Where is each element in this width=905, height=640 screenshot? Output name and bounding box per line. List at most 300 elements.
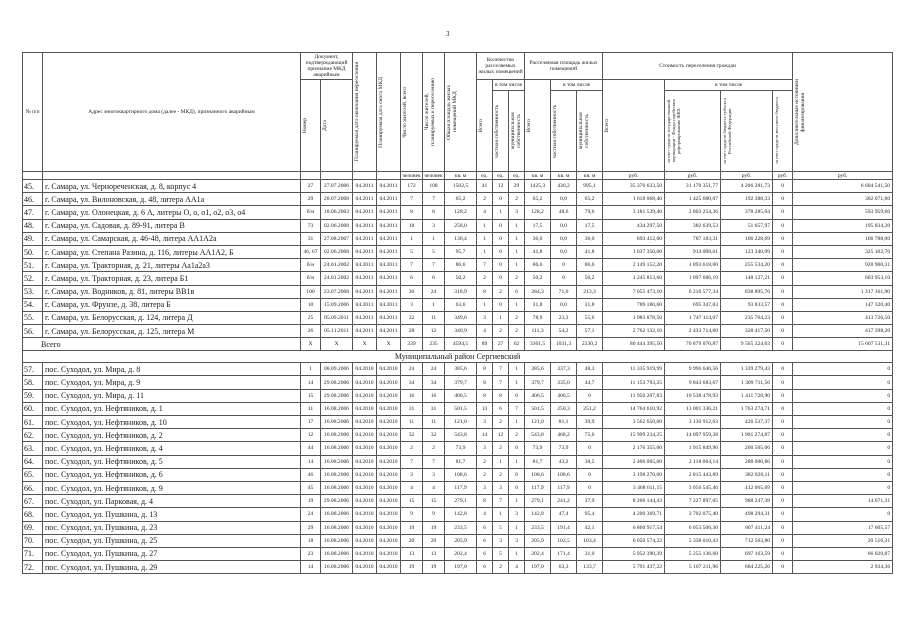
row-cell: 24.01.2002 [321,259,353,272]
row-cell: 7 [423,259,445,272]
header-address: Адрес многоквартирного дома (далее - МКД), признанного аварийным [43,53,301,172]
row-cell: 9 843 683,67 [665,376,721,389]
row-cell: 385,6 [525,363,551,376]
row-cell: 379,7 [525,376,551,389]
row-cell: 378 285,04 [721,206,773,219]
unit-cell [321,172,353,180]
row-cell: 684 225,26 [721,561,773,574]
row-cell: 0 [773,298,793,311]
row-cell: 50,2 [445,272,477,285]
row-cell: 501,5 [525,402,551,415]
row-cell: 4 [509,561,525,574]
row-cell: 205,9 [525,534,551,547]
row-cell: 4 [401,481,423,494]
table-row [23,325,893,338]
unit-cell: руб. [721,172,773,180]
row-cell: 1 [509,416,525,429]
row-cell: 2 118 064,14 [665,455,721,468]
row-cell: 0 [773,180,793,193]
row-cell: 5 [423,245,445,258]
row-number: 66. [23,481,43,494]
row-cell: 1 [493,206,509,219]
row-cell: 1 763 274,71 [721,402,773,415]
total-cell: 89 [477,338,493,351]
row-cell: 1 983 878,50 [603,311,665,324]
row-cell: 3 181 539,40 [603,206,665,219]
total-cell: X [353,338,377,351]
total-cell: 15 607 511,31 [793,338,893,351]
row-cell: 2 [493,285,509,298]
row-cell: 0 [793,376,893,389]
row-cell: 328 417,50 [721,325,773,338]
row-cell: 29.08.2006 [321,495,353,508]
table-row [23,193,893,206]
row-cell: 0 [793,416,893,429]
table-row [23,442,893,455]
row-cell: 2 815 443,89 [665,468,721,481]
row-cell: 26 [301,325,321,338]
row-cell: 04.2010 [353,363,377,376]
row-cell: 6 [477,547,493,560]
row-cell: 04.2011 [353,232,377,245]
row-cell: 5 791 437,22 [603,561,665,574]
row-cell: 13 [401,547,423,560]
row-cell: 02.06.2008 [321,245,353,258]
row-cell: 406,5 [525,389,551,402]
row-cell: 6 [509,285,525,298]
row-cell: 0 [793,429,893,442]
row-cell: 0,0 [551,298,577,311]
row-cell: 0 [773,508,793,521]
row-cell: 197,0 [525,561,551,574]
row-cell: 04.2011 [377,232,401,245]
row-cell: 73,9 [551,442,577,455]
header-extra-sources: Дополнительные источники финансирования [793,53,893,172]
row-cell: 27.07.2006 [321,180,353,193]
row-cell: 31 [423,402,445,415]
row-cell: 0 [577,389,603,402]
row-cell: б/н [301,206,321,219]
row-number: 55. [23,311,43,324]
row-address: г. Самара, ул. Тракторная, д. 21, литеры Аа1а2а3 [43,259,301,272]
district-heading-row [23,351,893,363]
row-cell: 0,0 [551,232,577,245]
unit-cell: ед. [509,172,525,180]
row-cell: 15.09.2006 [321,298,353,311]
table-row [23,206,893,219]
row-cell: 1 [509,363,525,376]
row-cell: 04.2010 [377,508,401,521]
total-cell: X [301,338,321,351]
unit-cell: руб. [773,172,793,180]
row-cell: 16 [423,389,445,402]
row-cell: 25 [301,311,321,324]
row-cell: 0 [773,561,793,574]
row-number: 53. [23,285,43,298]
row-cell: 205,9 [445,534,477,547]
row-cell: 19 [401,521,423,534]
row-cell: 0 [773,429,793,442]
row-cell: 417 398,20 [793,325,893,338]
row-address: пос. Суходол, ул. Парковая, д. 4 [43,495,301,508]
row-cell: 0 [773,402,793,415]
row-cell: 39,9 [577,416,603,429]
row-cell: 0 [493,193,509,206]
row-number: 58. [23,376,43,389]
row-address: г. Самара, ул. Вилоновская, д. 48, литера АА1а [43,193,301,206]
row-address: пос. Суходол, ул. Пушкина, д. 29 [43,561,301,574]
row-cell: 0 [509,468,525,481]
row-cell: 988 247,38 [721,495,773,508]
row-cell: 18 [301,534,321,547]
row-cell: 0 [773,206,793,219]
row-cell: 241,2 [551,495,577,508]
row-cell: 108 [423,180,445,193]
row-cell: 1 [509,376,525,389]
row-number: 57. [23,363,43,376]
row-cell: 3 [509,206,525,219]
row-cell: 117,9 [551,481,577,494]
row-address: г. Самара, ул. Белорусская, д. 124, литера Д [43,311,301,324]
row-cell: 2 [509,311,525,324]
row-cell: 1 425 680,07 [665,193,721,206]
unit-cell: кв. м [525,172,551,180]
row-cell: 04.2010 [377,481,401,494]
header-qty-incl: в том числе [493,80,525,91]
row-cell: 04.2010 [353,376,377,389]
total-cell: 339 [401,338,423,351]
row-address: пос. Суходол, ул. Нефтяников, д. 4 [43,442,301,455]
row-cell: 65,2 [525,193,551,206]
table-row [23,363,893,376]
row-cell: 29 [301,193,321,206]
row-cell: 3 198 270,00 [603,468,665,481]
row-cell: 32 [423,429,445,442]
row-cell: 7 [401,259,423,272]
row-cell: 807 411,24 [721,521,773,534]
row-cell: 16.08.2006 [321,468,353,481]
table-body [23,172,893,574]
row-cell: 0 [773,442,793,455]
row-cell: 0 [773,547,793,560]
row-cell: 15 [423,495,445,508]
row-cell: 4 [477,508,493,521]
row-cell: 789 180,60 [603,298,665,311]
row-cell: 8 [477,376,493,389]
row-cell: 1 245 813,60 [603,272,665,285]
row-cell: 10 538 478,93 [665,389,721,402]
row-cell: 2 934,36 [793,561,893,574]
row-cell: 128,2 [445,206,477,219]
row-cell: 3 [477,481,493,494]
row-cell: 235 764,23 [721,311,773,324]
row-number: 63. [23,442,43,455]
row-cell: 16.08.2006 [321,561,353,574]
row-cell: 24 [423,363,445,376]
row-cell: 16.08.2006 [321,547,353,560]
row-cell: 43,2 [551,455,577,468]
row-cell: 41 [477,180,493,193]
row-cell: 2 762 132,10 [603,325,665,338]
row-cell: 4 [423,481,445,494]
row-cell: 35 376 633,50 [603,180,665,193]
row-cell: 121,0 [525,416,551,429]
row-cell: 0 [493,298,509,311]
row-cell: 04.2010 [377,416,401,429]
row-cell: 172 [401,180,423,193]
row-cell: 1 [477,245,493,258]
table-row [23,389,893,402]
row-cell: 3 [423,468,445,481]
row-cell: 04.2011 [353,325,377,338]
row-number: 54. [23,298,43,311]
total-cell: 0 [773,338,793,351]
row-cell: 81,1 [551,416,577,429]
unit-cell: ед. [493,172,509,180]
unit-cell [23,172,43,180]
table-row [23,376,893,389]
header-area-municipal: муниципальная собственность [577,91,603,172]
row-cell: 4 [477,206,493,219]
header-residents-planned: Число жителей, планируемых к переселению [423,53,445,172]
row-cell: 2 [477,272,493,285]
row-number: 60. [23,402,43,415]
row-cell: 1 915 849,96 [665,442,721,455]
row-cell: 260 505,06 [721,442,773,455]
row-cell: 136,4 [445,232,477,245]
row-cell: 04.2010 [353,429,377,442]
row-cell: 28.07.2008 [321,193,353,206]
row-cell: 0 [773,481,793,494]
row-cell: 14 671,31 [793,495,893,508]
row-cell: 2 [477,193,493,206]
total-cell: 62 [509,338,525,351]
row-cell: 08.09.2006 [321,363,353,376]
row-cell: 6 [477,534,493,547]
row-number: 45. [23,180,43,193]
row-cell: 16 [401,389,423,402]
table-row [23,547,893,560]
row-cell: 02.06.2008 [321,219,353,232]
row-address: пос. Суходол, ул. Нефтяников, д. 1 [43,402,301,415]
row-cell: 251,2 [577,402,603,415]
row-number: 49. [23,232,43,245]
row-cell: 1425,3 [525,180,551,193]
row-address: г. Самара, ул. Водников, д. 81, литеры ВВ1в [43,285,301,298]
row-cell: 7 055 473,10 [603,285,665,298]
row-cell: 24 [423,285,445,298]
row-cell: 14 [477,429,493,442]
header-cost-subject: за счет средств бюджета субъекта Российской Федерации [721,91,773,172]
row-cell: 0 [793,442,893,455]
total-cell: 2330,2 [577,338,603,351]
row-cell: 04.2011 [353,285,377,298]
row-cell: 0,0 [551,193,577,206]
row-address: пос. Суходол, ул. Пушкина, д. 27 [43,547,301,560]
row-cell: 3 [509,508,525,521]
row-cell: 0 [551,259,577,272]
row-cell: 81,7 [445,455,477,468]
header-cost-fund: за счет средств государственной корпорации - Фонда содействия реформированию ЖКХ [665,91,721,172]
row-cell: 11 335 919,99 [603,363,665,376]
table-row [23,455,893,468]
row-cell: 16.08.2006 [321,416,353,429]
row-number: 70. [23,534,43,547]
row-number: 61. [23,416,43,429]
row-cell: 102,5 [551,534,577,547]
row-cell: 1 [509,521,525,534]
row-cell: 04.2010 [353,442,377,455]
row-cell: 31,0 [577,547,603,560]
row-cell: 3 [401,468,423,481]
row-cell: 2 [401,442,423,455]
row-cell: 04.2010 [353,508,377,521]
row-cell: 14 [301,561,321,574]
row-cell: 7 [401,193,423,206]
row-cell: 1 [509,547,525,560]
row-cell: 04.2010 [353,534,377,547]
row-cell: 04.2011 [353,206,377,219]
row-cell: 14 764 610,92 [603,402,665,415]
row-cell: 385,6 [445,363,477,376]
row-cell: 430,2 [551,180,577,193]
row-cell: 0 [793,363,893,376]
table-row [23,272,893,285]
row-cell: 48,6 [551,206,577,219]
row-cell: 1 [509,219,525,232]
row-cell: 50,2 [577,272,603,285]
row-cell: 16.08.2006 [321,481,353,494]
row-cell: 928 900,31 [793,259,893,272]
total-row [23,338,893,351]
row-cell: 995,1 [577,180,603,193]
row-cell: 2 149 152,20 [603,259,665,272]
row-address: г. Самара, ул. Олонецкая, д. 6 А, литеры О, о, о1, о2, о3, о4 [43,206,301,219]
row-cell: 279,1 [525,495,551,508]
table-row [23,402,893,415]
row-cell: 1 [493,508,509,521]
row-cell: 23.07.2008 [321,285,353,298]
row-cell: 0 [773,363,793,376]
row-cell: 7 [423,455,445,468]
header-doc-date: Дата [321,80,353,172]
row-cell: 117,9 [445,481,477,494]
row-cell: 34 [423,376,445,389]
row-cell: 0 [773,232,793,245]
row-address: г. Самара, ул. Садовая, д. 89-91, литера В [43,219,301,232]
row-cell: 04.2011 [353,245,377,258]
row-cell: 233,5 [445,521,477,534]
total-cell: 235 [423,338,445,351]
row-cell: 04.2010 [377,521,401,534]
table-row [23,481,893,494]
row-cell: 1 [509,495,525,508]
row-cell: 5 [493,547,509,560]
row-cell: 284,3 [525,285,551,298]
row-cell: 44,7 [577,376,603,389]
row-cell: 5 338 010,43 [665,534,721,547]
row-cell: 2 [423,442,445,455]
total-cell: 70 879 070,87 [665,338,721,351]
row-cell: 1 893 618,00 [665,259,721,272]
table-row [23,561,893,574]
row-cell: 9 [401,508,423,521]
row-cell: 1 [423,298,445,311]
row-cell: 78,9 [525,311,551,324]
row-cell: 18 [401,219,423,232]
row-cell: 142,8 [525,508,551,521]
row-cell: 893 412,00 [603,232,665,245]
unit-cell [377,172,401,180]
row-cell: 0 [773,311,793,324]
row-cell: 3 [401,298,423,311]
table-row [23,219,893,232]
row-cell: 04.2011 [377,245,401,258]
header-doc-number: Номер [301,80,321,172]
total-cell: X [377,338,401,351]
row-cell: 133,7 [577,561,603,574]
row-cell: 255 534,20 [721,259,773,272]
row-cell: 04.2010 [377,547,401,560]
table-row [23,468,893,481]
unit-cell [301,172,321,180]
row-cell: 6 [477,521,493,534]
unit-cell [43,172,301,180]
row-cell: 12 [493,180,509,193]
row-cell: 3 136 912,63 [665,416,721,429]
row-cell: 1 037 350,00 [603,245,665,258]
row-cell: 712 563,80 [721,534,773,547]
row-address: г. Самара, ул. Чернореченская, д. 8, корпус 4 [43,180,301,193]
row-cell: 5 [401,245,423,258]
row-cell: 100 [301,285,321,298]
row-cell: 48,3 [577,363,603,376]
page-number: 3 [446,30,450,38]
row-cell: 1 339 279,43 [721,363,773,376]
row-address: г. Самара, ул. Белорусская, д. 125, литера М [43,325,301,338]
row-cell: 7 [423,193,445,206]
row-cell: 04.2011 [353,193,377,206]
row-cell: 2 [493,416,509,429]
row-number: 67. [23,495,43,508]
row-cell: 04.2011 [377,298,401,311]
row-address: пос. Суходол, ул. Мира, д. 11 [43,389,301,402]
row-cell: 3 [477,442,493,455]
row-cell: 16.08.2006 [321,534,353,547]
row-cell: 5 255 136,60 [665,547,721,560]
row-cell: 0 [493,232,509,245]
row-number: 59. [23,389,43,402]
row-cell: 10 [301,298,321,311]
row-cell: 0 [493,219,509,232]
row-cell: 1 [477,298,493,311]
row-cell: 6 [423,272,445,285]
total-cell: 4594,5 [445,338,477,351]
row-cell: 11 [423,416,445,429]
row-cell: 0 [773,416,793,429]
row-cell: 23,3 [551,311,577,324]
row-cell: 31 [301,232,321,245]
table-header [23,53,893,172]
row-cell: 1 097 686,19 [665,272,721,285]
row-cell: 543,8 [525,429,551,442]
row-cell: 16.08.2006 [321,402,353,415]
row-cell: 04.2011 [353,219,377,232]
total-cell: 3361,5 [525,338,551,351]
row-cell: 37,9 [577,495,603,508]
row-number: 47. [23,206,43,219]
district-heading: Муниципальный район Сергиевский [23,351,893,363]
